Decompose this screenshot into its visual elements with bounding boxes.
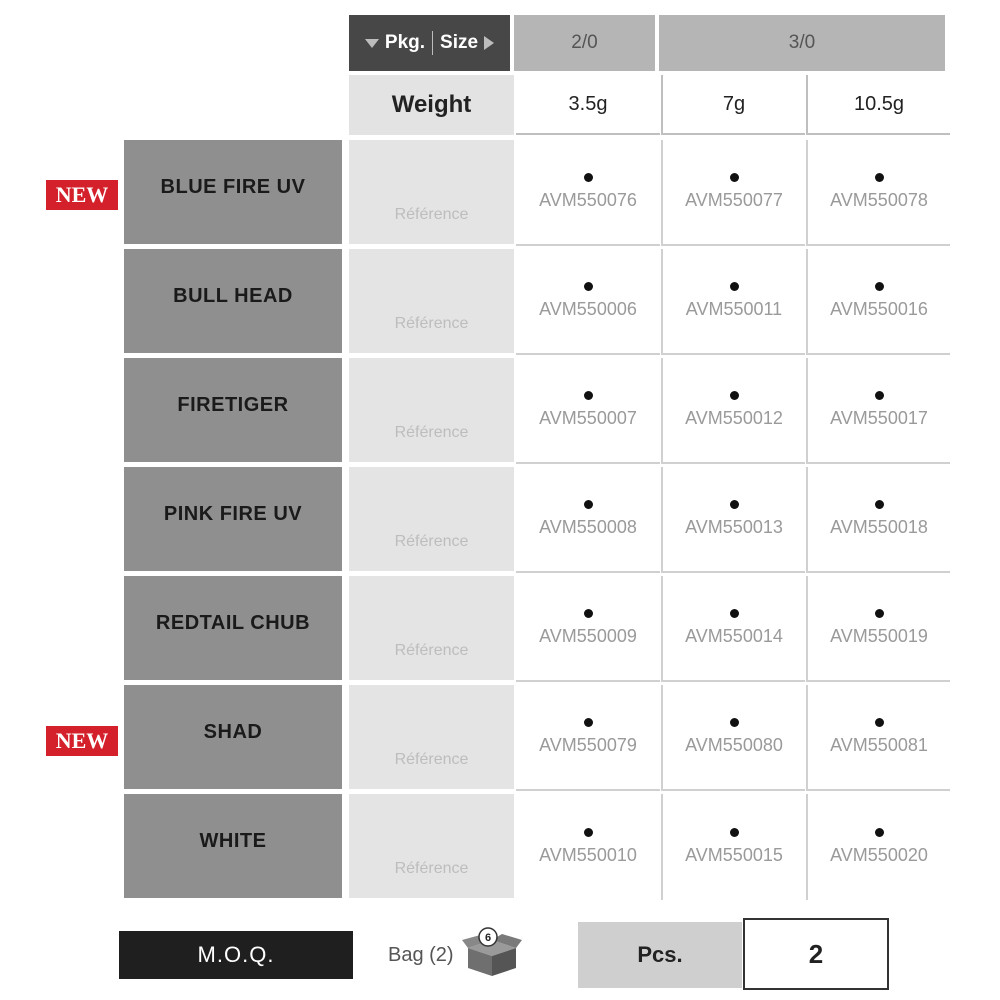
reference-code: AVM550008: [539, 517, 637, 537]
reference-label: Référence: [349, 794, 514, 898]
dot-icon: [584, 718, 593, 727]
dot-icon: [875, 718, 884, 727]
reference-cell[interactable]: [516, 794, 660, 900]
product-name: REDTAIL CHUB: [124, 576, 342, 680]
triangle-right-icon: [484, 36, 494, 50]
size-header-2-0: 2/0: [514, 15, 655, 71]
reference-label: Référence: [349, 576, 514, 680]
dot-icon: [730, 500, 739, 509]
dot-icon: [730, 609, 739, 618]
reference-label: Référence: [349, 467, 514, 571]
new-badge: NEW: [46, 180, 118, 210]
reference-label: Référence: [349, 140, 514, 244]
reference-cell[interactable]: [806, 685, 950, 791]
dot-icon: [875, 391, 884, 400]
dot-icon: [875, 173, 884, 182]
reference-code: AVM550007: [539, 408, 637, 428]
bag-label: Bag (2): [388, 943, 454, 966]
product-name: BLUE FIRE UV: [124, 140, 342, 244]
reference-code: AVM550017: [830, 408, 928, 428]
reference-cell[interactable]: [516, 249, 660, 355]
reference-label: Référence: [349, 685, 514, 789]
dot-icon: [730, 282, 739, 291]
dot-icon: [584, 500, 593, 509]
reference-code: AVM550081: [830, 735, 928, 755]
reference-cell[interactable]: [806, 576, 950, 682]
moq-label: M.O.Q.: [119, 931, 353, 979]
reference-label: Référence: [349, 358, 514, 462]
dot-icon: [875, 609, 884, 618]
weight-label: Weight: [349, 75, 514, 135]
product-name: SHAD: [124, 685, 342, 789]
pkg-label: Pkg.: [384, 32, 426, 53]
product-name: PINK FIRE UV: [124, 467, 342, 571]
reference-code: AVM550016: [830, 299, 928, 319]
new-badge: NEW: [46, 726, 118, 756]
reference-cell[interactable]: [661, 576, 805, 682]
reference-cell[interactable]: [661, 794, 805, 900]
dot-icon: [875, 500, 884, 509]
reference-cell[interactable]: [806, 140, 950, 246]
triangle-down-icon: [365, 39, 379, 48]
dot-icon: [584, 391, 593, 400]
reference-code: AVM550020: [830, 845, 928, 865]
reference-cell[interactable]: [661, 685, 805, 791]
reference-cell[interactable]: [516, 140, 660, 246]
bag-count: 6: [484, 932, 492, 944]
pcs-label: Pcs.: [578, 922, 742, 988]
dot-icon: [730, 391, 739, 400]
reference-cell[interactable]: [661, 467, 805, 573]
product-name: WHITE: [124, 794, 342, 898]
reference-label: Référence: [349, 249, 514, 353]
reference-code: AVM550079: [539, 735, 637, 755]
reference-cell[interactable]: [661, 358, 805, 464]
reference-cell[interactable]: [806, 794, 950, 900]
reference-code: AVM550018: [830, 517, 928, 537]
size-label: Size: [440, 32, 479, 53]
dot-icon: [875, 828, 884, 837]
reference-code: AVM550080: [685, 735, 783, 755]
dot-icon: [730, 718, 739, 727]
reference-code: AVM550019: [830, 626, 928, 646]
quantity-field[interactable]: 2: [743, 918, 889, 990]
dot-icon: [730, 828, 739, 837]
reference-code: AVM550076: [539, 190, 637, 210]
reference-code: AVM550014: [685, 626, 783, 646]
reference-code: AVM550011: [685, 299, 783, 319]
weight-cell: 10.5g: [806, 75, 950, 135]
weight-cell: 7g: [661, 75, 805, 135]
size-header-3-0: 3/0: [659, 15, 945, 71]
reference-code: AVM550015: [685, 845, 783, 865]
weight-cell: 3.5g: [516, 75, 660, 135]
pkg-size-header: [349, 15, 510, 71]
reference-cell[interactable]: [806, 249, 950, 355]
header-separator: [432, 31, 433, 55]
reference-cell[interactable]: [806, 467, 950, 573]
reference-code: AVM550006: [539, 299, 637, 319]
dot-icon: [730, 173, 739, 182]
reference-cell[interactable]: [516, 467, 660, 573]
product-name: BULL HEAD: [124, 249, 342, 353]
dot-icon: [584, 828, 593, 837]
reference-cell[interactable]: [516, 358, 660, 464]
box-icon: [462, 926, 522, 978]
reference-cell[interactable]: [661, 140, 805, 246]
product-name: FIRETIGER: [124, 358, 342, 462]
reference-code: AVM550010: [539, 845, 637, 865]
reference-code: AVM550013: [685, 517, 783, 537]
dot-icon: [584, 282, 593, 291]
dot-icon: [584, 173, 593, 182]
reference-code: AVM550009: [539, 626, 637, 646]
reference-code: AVM550077: [685, 190, 783, 210]
reference-code: AVM550078: [830, 190, 928, 210]
reference-cell[interactable]: [516, 576, 660, 682]
dot-icon: [584, 609, 593, 618]
reference-code: AVM550012: [685, 408, 783, 428]
reference-cell[interactable]: [516, 685, 660, 791]
dot-icon: [875, 282, 884, 291]
reference-cell[interactable]: [661, 249, 805, 355]
reference-cell[interactable]: [806, 358, 950, 464]
